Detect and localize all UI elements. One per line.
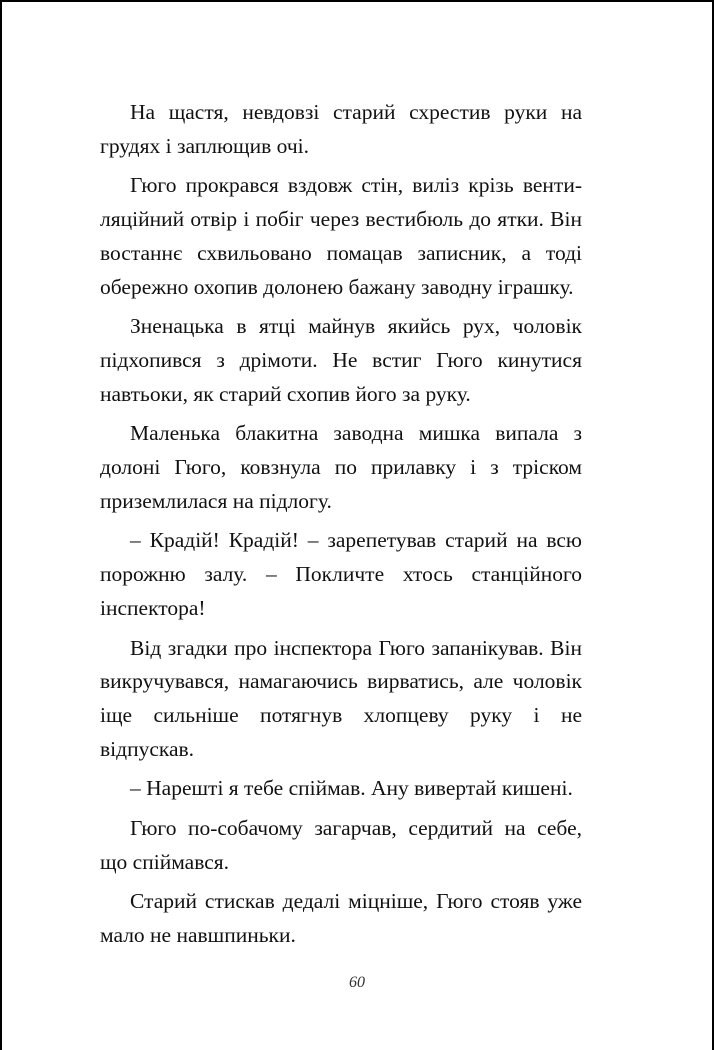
paragraph: Старий стискав дедалі міцніше, Гюго стояв уже мало не навшпиньки.	[100, 889, 582, 948]
paragraph: Маленька блакитна заводна мишка випала з долоні Гюго, ковзнула по прилавку і з тріском приземлилася на підлогу.	[100, 421, 582, 513]
paragraph: Зненацька в ятці майнув якийсь рух, чоловік підхопився з дрімоти. Не встиг Гюго кинутися навтьоки, як старий схопив його за руку.	[100, 314, 582, 406]
page-top-border	[0, 0, 714, 2]
page-body-text	[100, 96, 582, 959]
paragraph: Від згадки про інспектора Гюго запанікував. Він викручувався, намагаючись вирватись, але чоловік іще сильніше потягнув хлопцеву руку і не відпускав.	[100, 635, 582, 761]
paragraph: На щастя, невдовзі старий схрестив руки на грудях і заплющив очі.	[100, 100, 582, 158]
paragraph: Гюго по-собачому загарчав, сердитий на себе, що спіймався.	[100, 816, 582, 874]
page-number: 60	[349, 974, 365, 991]
paragraph: – Крадій! Крадій! – зарепетував старий на всю порожню залу. – Покличте хтось станційного інспектора!	[100, 528, 582, 620]
paragraph: – Нарешті я тебе спіймав. Ану вивертай кишені.	[130, 776, 573, 801]
page-left-border	[0, 0, 2, 1050]
paragraph: Гюго прокрався вздовж стін, виліз крізь вентиляційний отвір і побіг через вестибюль до ятки. Він востаннє схвильовано помацав записник, а тоді обережно охопив долонею бажану заводну іграшку.	[100, 173, 582, 299]
